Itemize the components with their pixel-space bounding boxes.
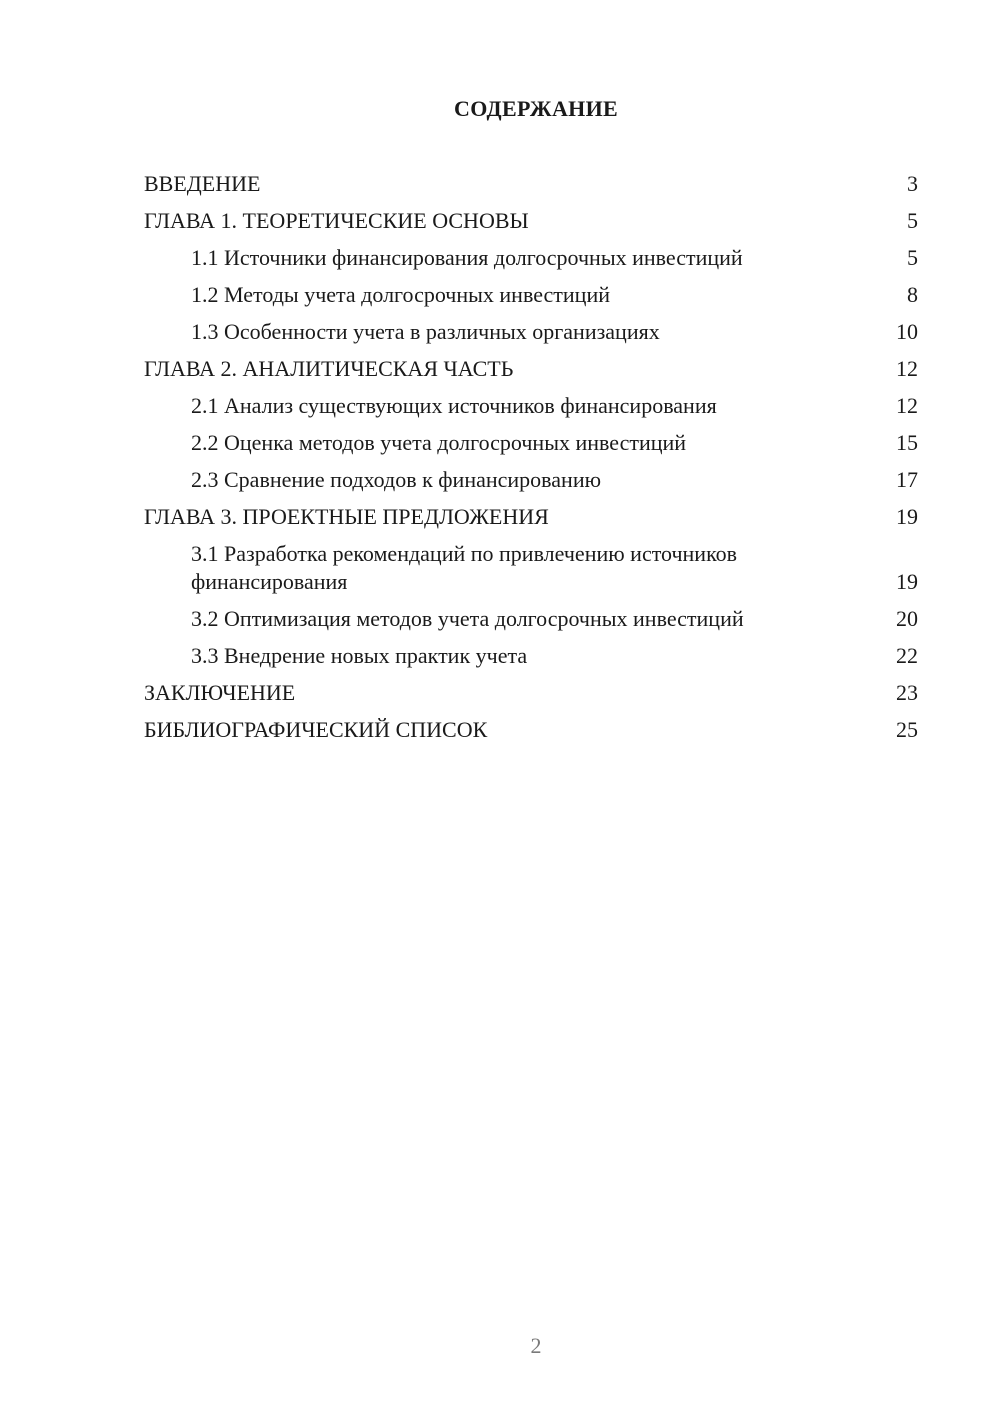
toc-entry-chapter-3[interactable] [144,503,918,531]
toc-entry-text: ЗАКЛЮЧЕНИЕ [144,680,296,705]
toc-entry-section-3-1[interactable] [144,540,918,596]
toc-entry-page: 23 [896,680,918,705]
toc-entry-page: 8 [907,282,918,307]
toc-entry-text: 2.2 Оценка методов учета долгосрочных инвестиций [191,430,687,455]
toc-entry-conclusion[interactable] [144,679,918,707]
toc-entry-text: ВВЕДЕНИЕ [144,171,261,196]
toc-entry-bibliography[interactable] [144,716,918,744]
toc-entry-text: ГЛАВА 3. ПРОЕКТНЫЕ ПРЕДЛОЖЕНИЯ [144,504,549,529]
toc-entry-text: 1.1 Источники финансирования долгосрочных инвестиций [191,245,743,270]
toc-entry-text: 1.3 Особенности учета в различных организациях [191,319,660,344]
toc-entry-page: 15 [896,430,918,455]
toc-entry-text: ГЛАВА 2. АНАЛИТИЧЕСКАЯ ЧАСТЬ [144,356,514,381]
toc-entry-section-3-2[interactable] [144,605,918,633]
toc-entry-chapter-1[interactable] [144,207,918,235]
toc-entry-page: 19 [896,504,918,529]
toc-entry-introduction[interactable] [144,170,918,198]
toc-entry-page: 5 [907,208,918,233]
toc-entry-page: 12 [896,356,918,381]
toc-entry-section-1-2[interactable] [144,281,918,309]
toc-entry-section-1-1[interactable] [144,244,918,272]
toc-entry-text: 3.1 Разработка рекомендаций по привлечению источников финансирования [191,541,738,594]
toc-entry-text: 3.3 Внедрение новых практик учета [191,643,528,668]
table-of-contents [144,170,918,753]
toc-entry-chapter-2[interactable] [144,355,918,383]
toc-entry-section-2-2[interactable] [144,429,918,457]
toc-entry-text: 3.2 Оптимизация методов учета долгосрочных инвестиций [191,606,744,631]
toc-entry-section-2-3[interactable] [144,466,918,494]
toc-entry-page: 3 [907,171,918,196]
toc-entry-page: 10 [896,319,918,344]
toc-entry-section-3-3[interactable] [144,642,918,670]
toc-entry-text: БИБЛИОГРАФИЧЕСКИЙ СПИСОК [144,717,488,742]
toc-entry-section-2-1[interactable] [144,392,918,420]
toc-entry-page: 22 [896,643,918,668]
toc-entry-page: 25 [896,717,918,742]
toc-entry-page: 20 [896,606,918,631]
toc-entry-text: 1.2 Методы учета долгосрочных инвестиций [191,282,610,307]
toc-entry-page: 17 [896,467,918,492]
toc-entry-page: 5 [907,245,918,270]
toc-entry-text: ГЛАВА 1. ТЕОРЕТИЧЕСКИЕ ОСНОВЫ [144,208,529,233]
toc-entry-text: 2.1 Анализ существующих источников финансирования [191,393,717,418]
toc-entry-text: 2.3 Сравнение подходов к финансированию [191,467,602,492]
page-title: СОДЕРЖАНИЕ [454,96,618,121]
toc-entry-page: 19 [896,569,918,594]
toc-entry-page: 12 [896,393,918,418]
page-number: 2 [530,1333,542,1358]
toc-entry-section-1-3[interactable] [144,318,918,346]
